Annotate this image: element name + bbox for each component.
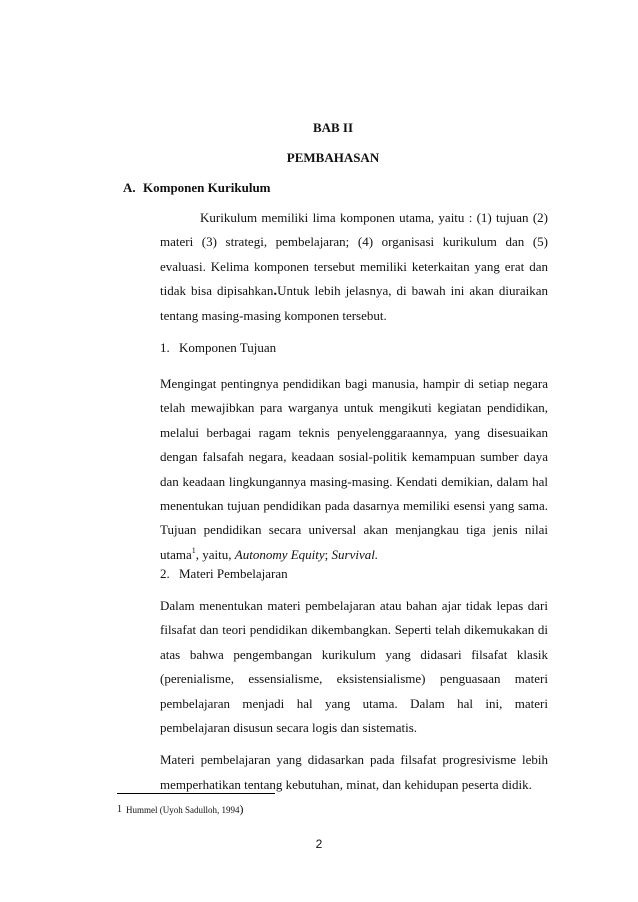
subsection-1-body	[160, 372, 548, 567]
footnote-close-paren: )	[239, 802, 244, 816]
section-heading	[123, 180, 271, 196]
intro-bold-period: .	[273, 283, 278, 300]
subsection-number: 1.	[160, 340, 170, 355]
italic-term-autonomy-equity: Autonomy Equity	[234, 546, 325, 562]
intro-paragraph	[160, 206, 548, 328]
section-title: Komponen Kurikulum	[143, 180, 271, 195]
footnote-separator	[117, 793, 275, 794]
tujuan-text: Mengingat pentingnya pendidikan bagi manusia, hampir di setiap negara telah mewajibkan para warganya untuk mengikuti kegiatan pendidikan, melalui berbagai ragam teknis penyelenggaraannya, yang disesuaikan dengan falsafah negara, keadaan sosial-politik kemampuan sumber daya dan keadaan lingkungannya masing-masing. Kendati demikian, dalam hal menentukan tujuan pendidikan pada dasarnya memiliki esensi yang sama. Tujuan pendidikan secara universal akan menjangkau tiga jenis nilai utama	[160, 376, 548, 562]
chapter-title: PEMBAHASAN	[286, 150, 380, 165]
subsection-heading-1	[160, 340, 276, 356]
semicolon: ;	[324, 546, 332, 562]
materi-paragraph-2: Materi pembelajaran yang didasarkan pada filsafat progresivisme lebih memperhatikan tentang kebutuhan, minat, dan kehidupan peserta didik.	[160, 752, 548, 792]
materi-paragraph-1: Dalam menentukan materi pembelajaran atau bahan ajar tidak lepas dari filsafat dan teori pendidikan dikembangkan. Seperti telah dikemukakan di atas bahwa pengembangan kurikulum yang didasari filsafat klasik (perenialisme, essensialisme, eksistensialisme) penguasaan materi pembelajaran menjadi hal yang utama. Dalam hal ini, materi pembelajaran disusun secara logis dan sistematis.	[160, 598, 548, 736]
footnote-mark: 1	[117, 804, 122, 815]
footnote-text: Hummel (Uyoh Sadulloh, 1994	[126, 805, 240, 815]
intro-text-part-2: Untuk lebih jelasnya, di bawah ini akan diuraikan tentang masing-masing komponen tersebut.	[160, 283, 549, 323]
subsection-2-body	[160, 594, 548, 797]
chapter-label: BAB II	[312, 120, 354, 135]
tujuan-text-tail: , yaitu,	[195, 546, 235, 562]
section-letter: A.	[123, 180, 136, 195]
subsection-number: 2.	[160, 566, 170, 581]
subsection-heading-2	[160, 566, 288, 582]
subsection-title: Komponen Tujuan	[179, 340, 277, 355]
footnote-reference[interactable]: 1	[191, 545, 196, 555]
page-number: 2	[315, 837, 323, 851]
footnote	[117, 802, 244, 817]
intro-text-part-1: Kurikulum memiliki lima komponen utama, yaitu : (1) tujuan (2) materi (3) strategi, pembelajaran; (4) organisasi kurikulum dan (5) evaluasi. Kelima komponen tersebut memiliki keterkaitan yang erat dan tidak bisa dipisahkan	[160, 210, 548, 299]
tujuan-paragraph	[160, 372, 548, 567]
subsection-title: Materi Pembelajaran	[179, 566, 288, 581]
italic-term-survival: Survival.	[331, 546, 379, 562]
intro-paragraph-block	[160, 206, 548, 328]
